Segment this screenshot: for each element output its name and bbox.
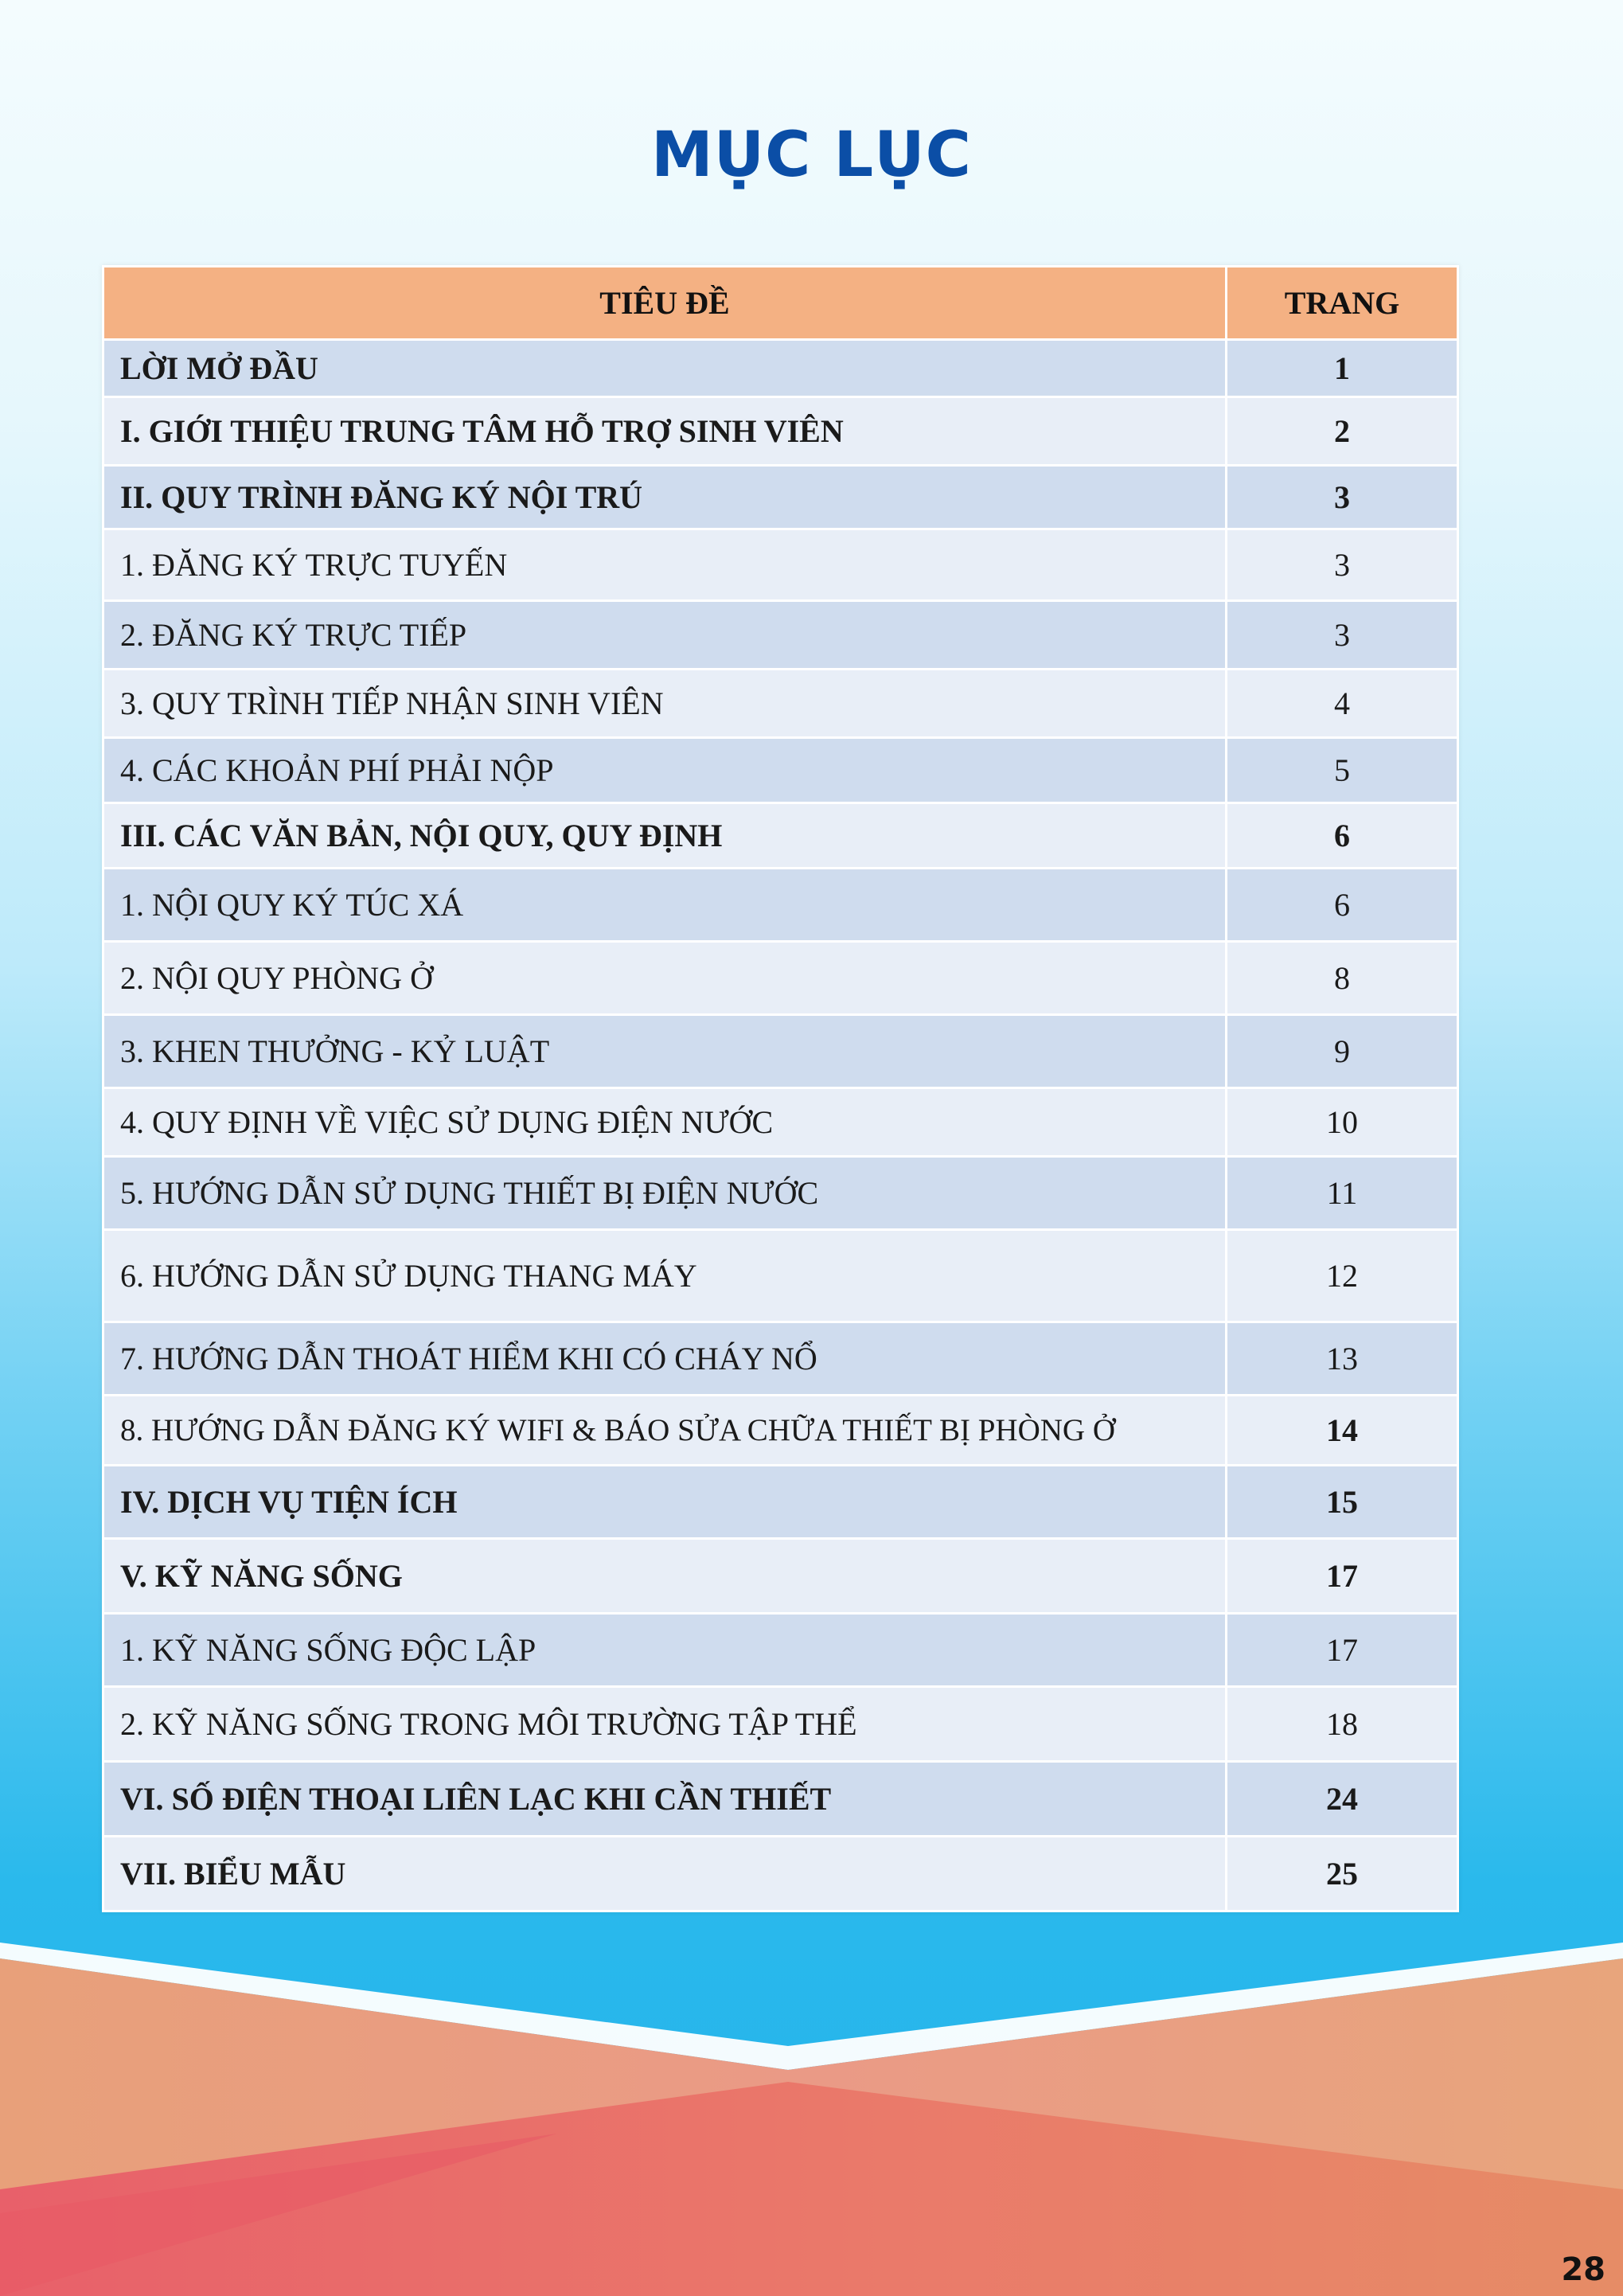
toc-row-page: 1 bbox=[1227, 340, 1458, 397]
toc-row[interactable] bbox=[103, 466, 1458, 529]
toc-row-page: 2 bbox=[1227, 397, 1458, 466]
toc-row[interactable] bbox=[103, 529, 1458, 601]
toc-row-page: 4 bbox=[1227, 670, 1458, 738]
toc-row[interactable] bbox=[103, 340, 1458, 397]
toc-row-title: 5. HƯỚNG DẪN SỬ DỤNG THIẾT BỊ ĐIỆN NƯỚC bbox=[103, 1157, 1227, 1230]
toc-row-title: IV. DỊCH VỤ TIỆN ÍCH bbox=[103, 1466, 1227, 1539]
toc-table bbox=[102, 265, 1459, 1912]
toc-row[interactable] bbox=[103, 1466, 1458, 1539]
footer-decoration bbox=[0, 1927, 1623, 2296]
toc-row-page: 25 bbox=[1227, 1837, 1458, 1911]
toc-row-page: 11 bbox=[1227, 1157, 1458, 1230]
toc-row-page: 13 bbox=[1227, 1322, 1458, 1396]
toc-row-page: 6 bbox=[1227, 869, 1458, 942]
toc-row-page: 12 bbox=[1227, 1230, 1458, 1322]
toc-row-title: 4. CÁC KHOẢN PHÍ PHẢI NỘP bbox=[103, 738, 1227, 803]
toc-row-page: 14 bbox=[1227, 1396, 1458, 1466]
toc-row-page: 6 bbox=[1227, 803, 1458, 869]
toc-row[interactable] bbox=[103, 738, 1458, 803]
toc-row-page: 3 bbox=[1227, 601, 1458, 670]
toc-row-title: 2. NỘI QUY PHÒNG Ở bbox=[103, 942, 1227, 1015]
toc-row[interactable] bbox=[103, 670, 1458, 738]
toc-row-title: 7. HƯỚNG DẪN THOÁT HIỂM KHI CÓ CHÁY NỔ bbox=[103, 1322, 1227, 1396]
toc-row-title: 2. KỸ NĂNG SỐNG TRONG MÔI TRƯỜNG TẬP THỂ bbox=[103, 1687, 1227, 1762]
toc-row-title: 6. HƯỚNG DẪN SỬ DỤNG THANG MÁY bbox=[103, 1230, 1227, 1322]
toc-row-title: 1. KỸ NĂNG SỐNG ĐỘC LẬP bbox=[103, 1614, 1227, 1687]
toc-row-title: 1. ĐĂNG KÝ TRỰC TUYẾN bbox=[103, 529, 1227, 601]
toc-header-row bbox=[103, 267, 1458, 340]
toc-row[interactable] bbox=[103, 803, 1458, 869]
toc-row[interactable] bbox=[103, 1687, 1458, 1762]
page-number: 28 bbox=[1561, 2251, 1605, 2288]
toc-row-page: 15 bbox=[1227, 1466, 1458, 1539]
toc-row-page: 17 bbox=[1227, 1614, 1458, 1687]
toc-row-page: 5 bbox=[1227, 738, 1458, 803]
toc-row[interactable] bbox=[103, 1230, 1458, 1322]
header-page: TRANG bbox=[1227, 267, 1458, 340]
toc-row-page: 24 bbox=[1227, 1762, 1458, 1837]
toc-row-title: 8. HƯỚNG DẪN ĐĂNG KÝ WIFI & BÁO SỬA CHỮA THIẾT BỊ PHÒNG Ở bbox=[103, 1396, 1227, 1466]
toc-row-page: 8 bbox=[1227, 942, 1458, 1015]
toc-row[interactable] bbox=[103, 1088, 1458, 1157]
toc-row[interactable] bbox=[103, 1157, 1458, 1230]
page-title: MỤC LỤC bbox=[651, 119, 972, 191]
toc-row-title: 3. QUY TRÌNH TIẾP NHẬN SINH VIÊN bbox=[103, 670, 1227, 738]
toc-row-title: 2. ĐĂNG KÝ TRỰC TIẾP bbox=[103, 601, 1227, 670]
toc-row[interactable] bbox=[103, 1322, 1458, 1396]
toc-row-title: 1. NỘI QUY KÝ TÚC XÁ bbox=[103, 869, 1227, 942]
toc-row[interactable] bbox=[103, 601, 1458, 670]
toc-row-title: V. KỸ NĂNG SỐNG bbox=[103, 1539, 1227, 1614]
toc-row-page: 3 bbox=[1227, 466, 1458, 529]
toc-row[interactable] bbox=[103, 1539, 1458, 1614]
toc-row-title: 3. KHEN THƯỞNG - KỶ LUẬT bbox=[103, 1015, 1227, 1088]
toc-row[interactable] bbox=[103, 1396, 1458, 1466]
toc-row-title: II. QUY TRÌNH ĐĂNG KÝ NỘI TRÚ bbox=[103, 466, 1227, 529]
toc-row[interactable] bbox=[103, 1762, 1458, 1837]
toc-row-page: 17 bbox=[1227, 1539, 1458, 1614]
toc-row-title: 4. QUY ĐỊNH VỀ VIỆC SỬ DỤNG ĐIỆN NƯỚC bbox=[103, 1088, 1227, 1157]
toc-row[interactable] bbox=[103, 397, 1458, 466]
toc-row-title: III. CÁC VĂN BẢN, NỘI QUY, QUY ĐỊNH bbox=[103, 803, 1227, 869]
toc-row-title: I. GIỚI THIỆU TRUNG TÂM HỖ TRỢ SINH VIÊN bbox=[103, 397, 1227, 466]
header-title: TIÊU ĐỀ bbox=[103, 267, 1227, 340]
toc-row[interactable] bbox=[103, 942, 1458, 1015]
toc-row-page: 9 bbox=[1227, 1015, 1458, 1088]
toc-row-page: 3 bbox=[1227, 529, 1458, 601]
toc-row-page: 18 bbox=[1227, 1687, 1458, 1762]
toc-row[interactable] bbox=[103, 869, 1458, 942]
toc-row[interactable] bbox=[103, 1837, 1458, 1911]
toc-row-title: VII. BIỂU MẪU bbox=[103, 1837, 1227, 1911]
toc-row[interactable] bbox=[103, 1015, 1458, 1088]
toc-row[interactable] bbox=[103, 1614, 1458, 1687]
toc-row-title: VI. SỐ ĐIỆN THOẠI LIÊN LẠC KHI CẦN THIẾT bbox=[103, 1762, 1227, 1837]
toc-row-title: LỜI MỞ ĐẦU bbox=[103, 340, 1227, 397]
toc-row-page: 10 bbox=[1227, 1088, 1458, 1157]
